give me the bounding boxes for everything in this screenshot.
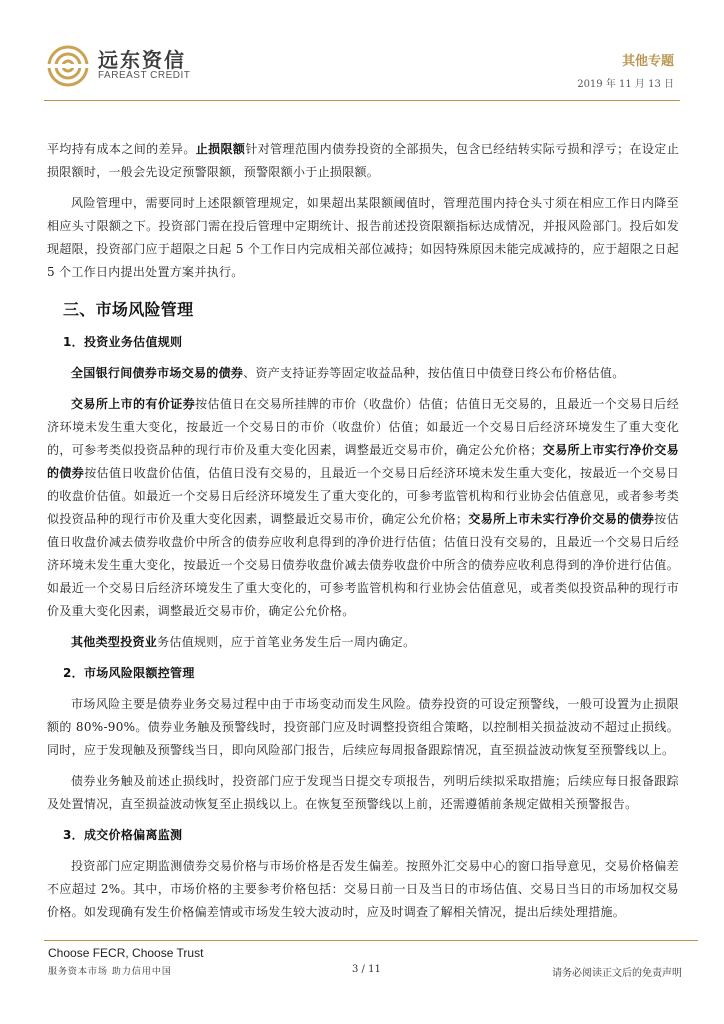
fareast-credit-logo-icon <box>44 44 92 88</box>
footer-disclaimer: 请务必阅读正文后的免责声明 <box>552 968 682 979</box>
paragraph-other-valuation: 其他类型投资业务估值规则，应于首笔业务发生后一周内确定。 <box>71 635 416 649</box>
header-divider <box>44 100 680 101</box>
paragraph-price-monitoring: 投资部门应定期监测债券交易价格与市场价格是否发生偏差。按照外汇交易中心的窗口指导意见，交易价格偏差不应超过 2%。其中，市场价格的主要参考价格包括：交易日前一日及当日的市场估值、交易日当日的市场加权交易价格。如发现确有发生价格偏差情或市场发生较大波动时，应及时调查了解相关情况，提出后续处理措施。 <box>47 859 679 919</box>
paragraph-limit-management: 风险管理中，需要同时上述限额管理规定，如果超出某限额阈值时，管理范围内持仓头寸须在相应工作日内降至相应头寸限额之下。投资部门需在投后管理中定期统计、报告前述投资限额指标达成情况，并报风险部门。投后如发现超限，投资部门应于超限之日起 5 个工作日内完成相关部位减持；如因特殊原因未能完成减持的，应于超限之日起 5 个工作日内提出处置方案并执行。 <box>47 196 679 279</box>
paragraph-stop-loss: 平均持有成本之间的差异。止损限额针对管理范围内债券投资的全部损失，包含已经结转实际亏损和浮亏；在设定止损限额时，一般会先设定预警限额，预警限额小于止损限额。 <box>47 142 679 179</box>
term-stop-loss-limit: 止损限额 <box>195 142 246 156</box>
paragraph-exchange-valuation: 交易所上市的有价证券按估值日在交易所挂牌的市价（收盘价）估值；估值日无交易的，且最近一个交易日后经济环境未发生重大变化，按最近一个交易日的市价（收盘价）估值；如最近一个交易日后经济环境发生了重大变化的，可参考类似投资品种的现行市价及重大变化因素，调整最近交易市价，确定公允价格；交易所上市实行净价交易的债券按估值日收盘价估值，估值日没有交易的，且最近一个交易日后经济环境未发生重大变化，按最近一个交易日的收盘价估值。如最近一个交易日后经济环境发生了重大变化的，可参考监管机构和行业协会估值意见，或者参考类似投资品种的现行市价及重大变化因素，调整最近交易市价，确定公允价格；交易所上市未实行净价交易的债券按估值日收盘价减去债券收盘价中所含的债券应收利息得到的净价进行估值；估值日没有交易的，且最近一个交易日后经济环境未发生重大变化，按最近一个交易日债券收盘价减去债券收盘价中所含的债券应收利息得到的净价进行估值。如最近一个交易日后经济环境发生了重大变化的，可参考监管机构和行业协会估值意见，或者类似投资品种的现行市价及重大变化因素，调整最近交易市价，确定公允价格。 <box>47 397 679 618</box>
report-date: 2019 年 11 月 13 日 <box>577 79 674 90</box>
brand-name-cn: 远东资信 <box>98 48 186 72</box>
subheading-price-deviation: 3．成交价格偏离监测 <box>63 828 183 842</box>
page-header <box>0 0 724 108</box>
section-heading-market-risk: 三、市场风险管理 <box>63 300 194 319</box>
paragraph-warning-line: 市场风险主要是债券业务交易过程中由于市场变动而发生风险。债券投资的可设定预警线，一般可设置为止损限额的 80%-90%。债券业务触及预警线时，投资部门应及时调整投资组合策略，以控制相关损益波动不超过止损线。同时，应于发现触及预警线当日，即向风险部门报告，后续应每周报备跟踪情况，直至损益波动恢复至预警线以上。 <box>47 697 679 757</box>
subheading-limit-control: 2．市场风险限额控管理 <box>63 666 195 680</box>
page-number: 3 / 11 <box>352 964 381 975</box>
footer-slogan: Choose FECR, Choose Trust <box>48 946 204 960</box>
footer-slogan-cn: 服务资本市场 助力信用中国 <box>48 967 172 977</box>
document-body <box>47 138 679 932</box>
subheading-valuation-rules: 1．投资业务估值规则 <box>63 335 183 349</box>
report-topic: 其他专题 <box>621 54 674 69</box>
paragraph-stop-loss-line: 债券业务触及前述止损线时，投资部门应于发现当日提交专项报告，列明后续拟采取措施；后续应每日报备跟踪及处置情况，直至损益波动恢复至止损线以上。在恢复至预警线以上前，还需遵循前条规定做相关预警报告。 <box>47 774 679 811</box>
footer-divider <box>44 940 698 941</box>
brand-name-en: FAREAST CREDIT <box>98 70 191 81</box>
paragraph-interbank-valuation: 全国银行间债券市场交易的债券、资产支持证券等固定收益品种，按估值日中债登日终公布价格估值。 <box>71 366 625 380</box>
